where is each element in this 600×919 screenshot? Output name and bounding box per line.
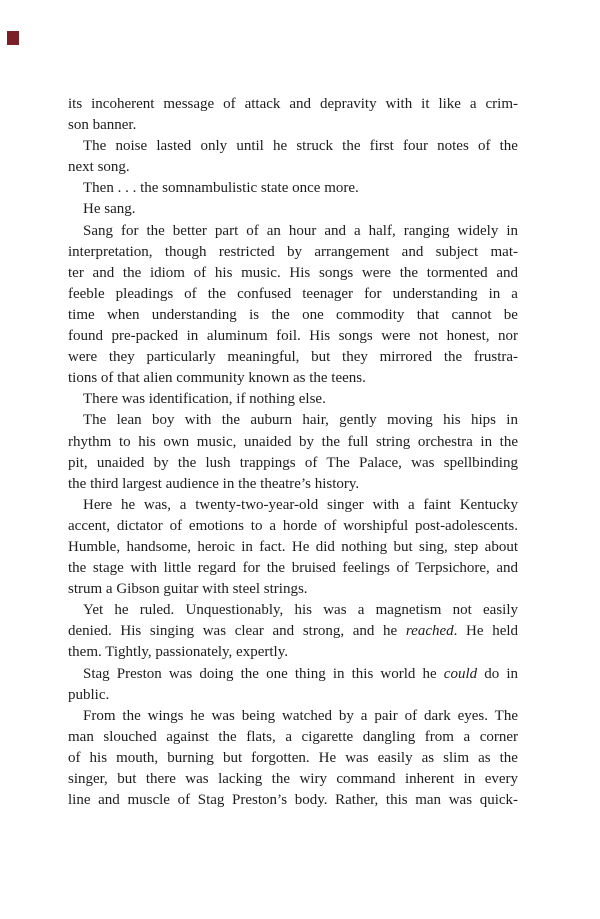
text-line: strum a Gibson guitar with steel strings.: [68, 581, 308, 598]
text-line: of his mouth, burning but forgotten. He was easily as slim as the: [68, 749, 518, 766]
text-line: Here he was, a twenty-two-year-old singer with a faint Kentucky: [83, 496, 519, 513]
text-line: Yet he ruled. Unquestionably, his was a magnetism not easily: [83, 602, 519, 619]
text-line: man slouched against the flats, a cigarette dangling from a corner: [68, 728, 519, 745]
text-line: time when understanding is the one commodity that cannot be: [68, 306, 518, 323]
text-line: Sang for the better part of an hour and a half, ranging widely in: [83, 222, 518, 239]
text-line: He sang.: [83, 201, 136, 218]
text-line: public.: [68, 686, 110, 703]
text-line: were they particularly meaningful, but they mirrored the frustra-: [68, 349, 519, 366]
text-line: son banner.: [68, 117, 137, 134]
text-line: singer, but there was lacking the wiry command inherent in every: [68, 771, 519, 787]
text-line: The lean boy with the auburn hair, gently moving his hips in: [83, 412, 518, 429]
text-line: rhythm to his own music, unaided by the full string orchestra in the: [68, 433, 519, 450]
text-line: the third largest audience in the theatre’s history.: [68, 475, 360, 492]
text-line: them. Tightly, passionately, expertly.: [68, 644, 288, 661]
text-block: [68, 94, 518, 811]
text-line: Then . . . the somnambulistic state once more.: [83, 180, 359, 197]
text-line: feeble pleadings of the confused teenager for understanding in a: [68, 285, 518, 302]
text-line: The noise lasted only until he struck the first four notes of the: [83, 138, 518, 155]
text-line: tions of that alien community known as the teens.: [68, 370, 366, 387]
text-line: next song.: [68, 159, 130, 176]
text-line: Stag Preston was doing the one thing in this world he could do in: [83, 665, 519, 682]
text-line: From the wings he was being watched by a pair of dark eyes. The: [83, 707, 518, 724]
text-line: line and muscle of Stag Preston’s body. Rather, this man was quick-: [68, 792, 519, 809]
corner-mark: [7, 31, 19, 45]
text-line: found pre-packed in aluminum foil. His songs were not honest, nor: [68, 328, 519, 345]
text-line: denied. His singing was clear and strong, and he reached. He held: [68, 623, 519, 640]
text-line: pit, unaided by the lush trappings of The Palace, was spellbinding: [68, 454, 518, 471]
text-line: accent, dictator of emotions to a horde of worshipful post-adolescents.: [68, 517, 518, 534]
text-line: ter and the idiom of his music. His songs were the tormented and: [68, 264, 518, 281]
text-line: interpretation, though restricted by arrangement and subject mat-: [68, 243, 518, 260]
text-line: There was identification, if nothing else.: [83, 391, 326, 408]
text-line: Humble, handsome, heroic in fact. He did nothing but sing, step about: [68, 538, 518, 555]
text-line: the stage with little regard for the bruised feelings of Terpsichore, and: [68, 560, 518, 577]
text-line: its incoherent message of attack and depravity with it like a crim-: [68, 96, 518, 112]
